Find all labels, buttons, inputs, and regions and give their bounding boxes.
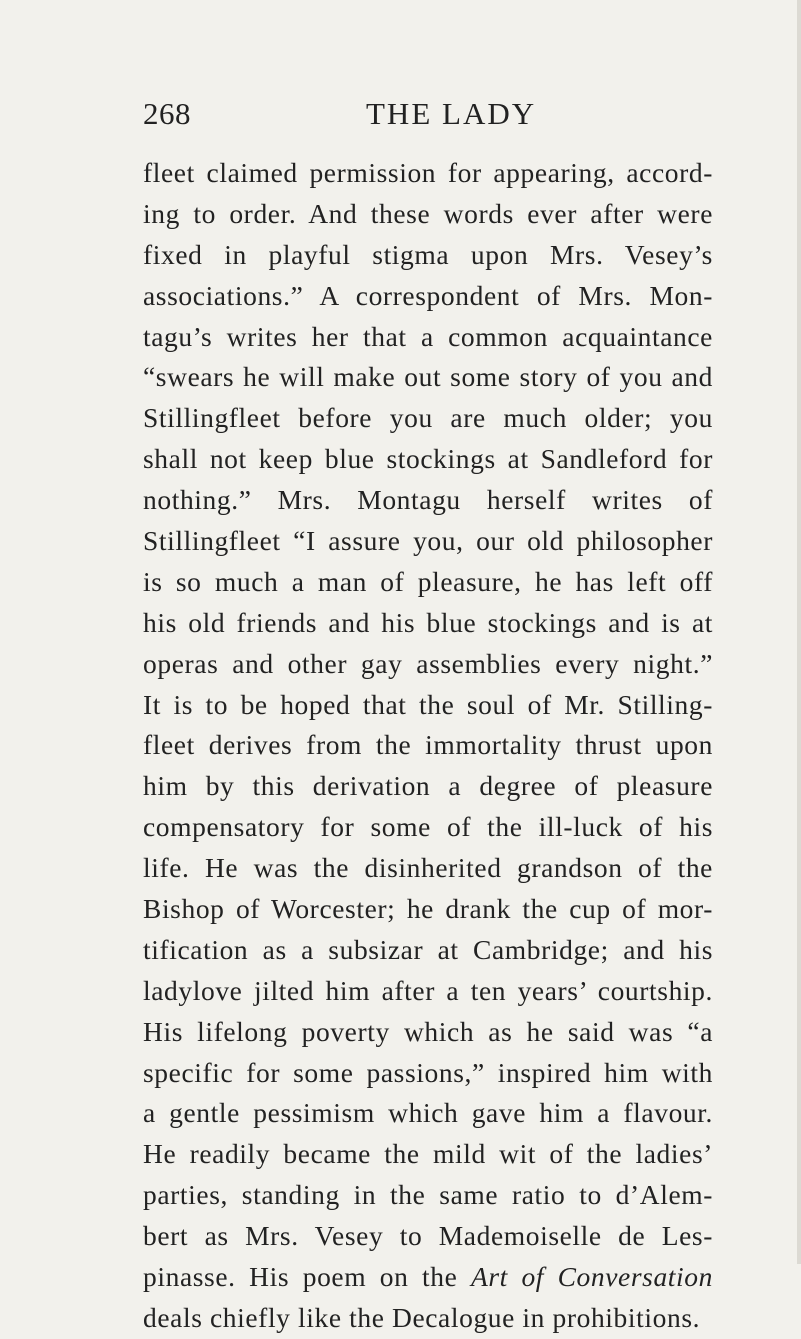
text-line-14: It is to be hoped that the soul of Mr. Stilling-	[143, 688, 713, 720]
page-edge	[797, 0, 801, 1264]
page-number: 268	[143, 96, 191, 131]
text-line-15: fleet derives from the immortality thrust upon	[143, 729, 713, 761]
text-line-3: fixed in playful stigma upon Mrs. Vesey’s	[143, 238, 713, 270]
book-title-italic: Art of Conversation	[470, 1261, 713, 1293]
text-line-17: compensatory for some of the ill-luck of his	[143, 811, 713, 843]
page-header	[143, 96, 703, 136]
text-line-22: His lifelong poverty which as he said was “a	[143, 1015, 713, 1047]
text-line-26: parties, standing in the same ratio to d’Alem-	[143, 1179, 713, 1211]
running-title: THE LADY	[366, 96, 537, 131]
text-line-21: ladylove jilted him after a ten years’ courtship.	[143, 974, 713, 1006]
text-line-24: a gentle pessimism which gave him a flavour.	[143, 1097, 713, 1129]
text-line-12: his old friends and his blue stockings and is at	[143, 606, 713, 638]
text-line-13: operas and other gay assemblies every night.”	[143, 647, 713, 679]
text-line-5: tagu’s writes her that a common acquaintance	[143, 320, 713, 352]
text-line-2: ing to order. And these words ever after were	[143, 197, 713, 229]
text-line-28-start: pinasse. His poem on the	[143, 1261, 471, 1293]
text-line-27: bert as Mrs. Vesey to Mademoiselle de Les-	[143, 1220, 713, 1252]
text-line-11: is so much a man of pleasure, he has left off	[143, 565, 713, 597]
text-line-18: life. He was the disinherited grandson of the	[143, 852, 713, 884]
text-line-16: him by this derivation a degree of pleasure	[143, 770, 713, 802]
text-line-9: nothing.” Mrs. Montagu herself writes of	[143, 484, 713, 516]
text-line-20: tification as a subsizar at Cambridge; and his	[143, 933, 713, 965]
text-line-23: specific for some passions,” inspired him with	[143, 1056, 713, 1088]
text-line-1: fleet claimed permission for appearing, accord-	[143, 157, 713, 188]
text-line-8: shall not keep blue stockings at Sandleford for	[143, 443, 713, 475]
body-text	[143, 153, 713, 1339]
text-line-7: Stillingfleet before you are much older; you	[143, 402, 713, 434]
text-line-25: He readily became the mild wit of the ladies’	[143, 1138, 713, 1170]
text-line-28	[143, 1257, 713, 1298]
text-line-10: Stillingfleet “I assure you, our old philosopher	[143, 525, 713, 557]
text-line-6: “swears he will make out some story of you and	[143, 361, 713, 393]
text-line-29: deals chiefly like the Decalogue in prohibitions.	[143, 1301, 701, 1333]
text-line-4: associations.” A correspondent of Mrs. Mon-	[143, 279, 713, 311]
text-line-19: Bishop of Worcester; he drank the cup of mor-	[143, 893, 713, 925]
